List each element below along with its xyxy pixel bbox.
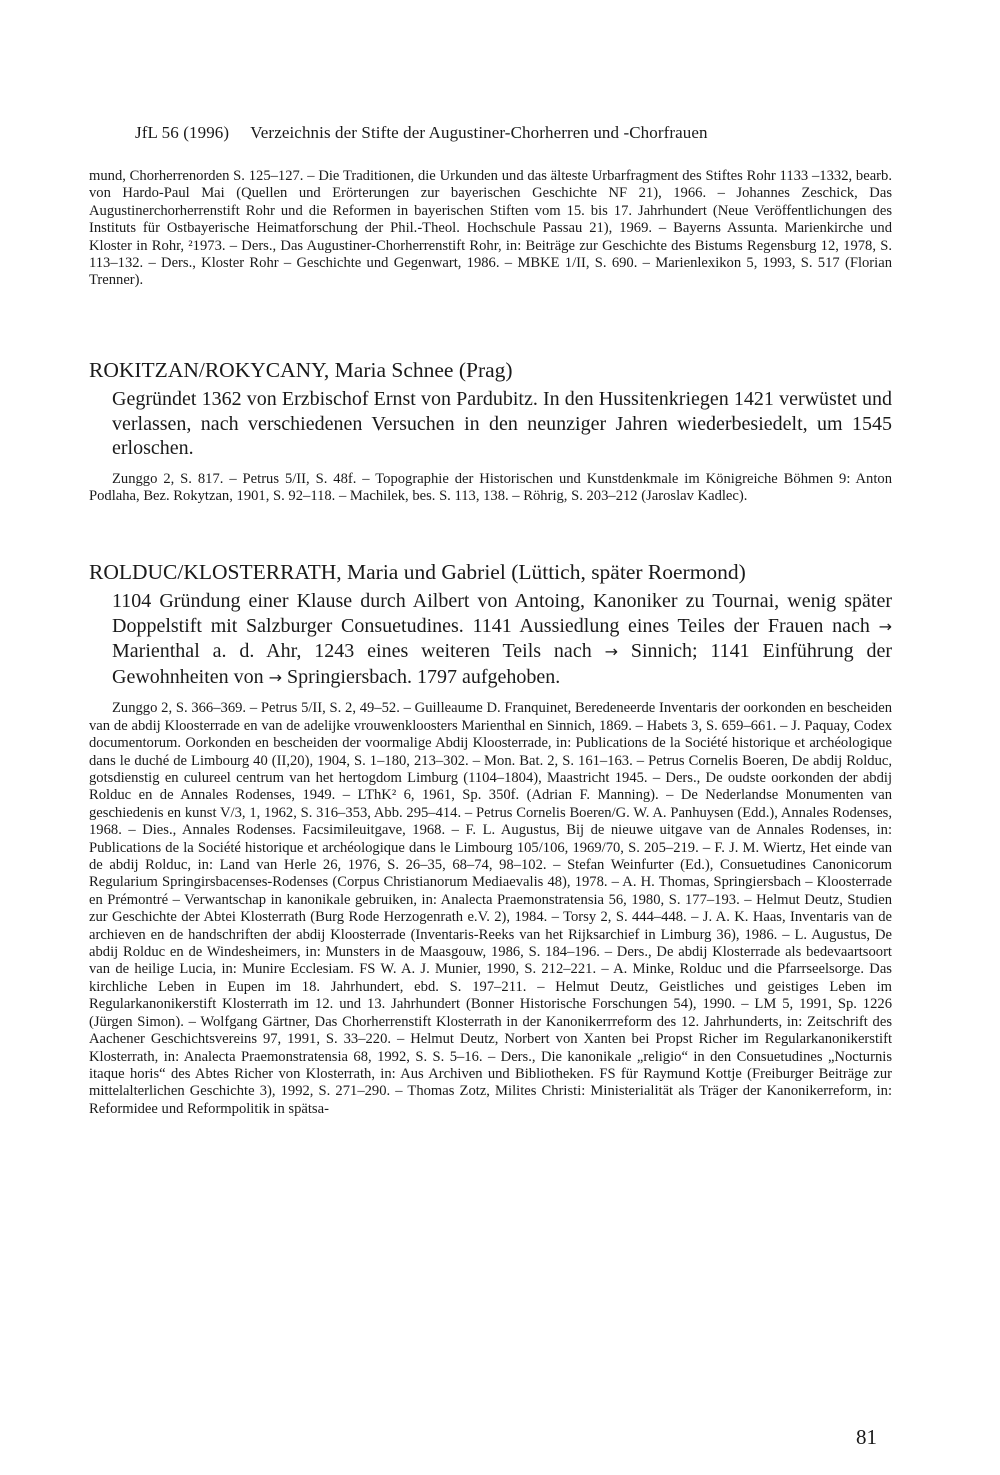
running-head: JfL 56 (1996) Verzeichnis der Stifte der Augustiner-Chorherren und -Chorfrauen (135, 123, 708, 142)
cross-reference-arrow-icon: → (604, 642, 618, 662)
entry-body (89, 589, 892, 690)
cross-reference-arrow-icon: → (878, 616, 892, 636)
body-text: 1104 Gründung einer Klause durch Ailbert von Antoing, Kanoniker zu Tournai, wenig später Doppelstift mit Salzburger Consuetudines. 1141 Aussiedlung eines Teiles der Frauen nach (112, 590, 892, 637)
entry-rokitzan (89, 357, 892, 506)
continuation-bibliography: mund, Chorherrenorden S. 125–127. – Die Traditionen, die Urkunden und das älteste Urbarfragment des Stiftes Rohr 1133 –1332, bearb. von Hardo-Paul Mai (Quellen und Erörterungen zur bayerischen Geschichte NF 21), 1966. – Johannes Zeschick, Das Augustinerchorherrenstift Rohr und die Reformen in bayerischen Stiften vom 15. bis 17. Jahrhundert (Neue Veröffentlichungen des Instituts für Ostbayerische Heimatforschung der Phil.-Theol. Hochschule Passau 21), 1969. – Bayerns Assunta. Marienkirche und Kloster in Rohr, ²1973. – Ders., Das Augustiner-Chorherrenstift Rohr, in: Beiträge zur Geschichte des Bistums Regensburg 12, 1978, S. 113–132. – Ders., Kloster Rohr – Geschichte und Gegenwart, 1986. – MBKE 1/II, S. 690. – Marienlexikon 5, 1993, S. 517 (Florian Trenner). (89, 168, 892, 289)
entry-title: ROKITZAN/ROKYCANY, Maria Schnee (Prag) (89, 358, 513, 382)
body-text: Springiersbach. 1797 aufgehoben. (282, 665, 561, 688)
entry-title: ROLDUC/KLOSTERRATH, Maria und Gabriel (Lüttich, später Roermond) (89, 560, 746, 584)
entry-rolduc (89, 559, 892, 1118)
cross-reference-arrow-icon: → (268, 667, 283, 687)
entry-bibliography: Zunggo 2, S. 817. – Petrus 5/II, S. 48f. – Topographie der Historischen und Kunstdenkmale im Königreiche Böhmen 9: Anton Podlaha, Bez. Rokytzan, 1901, S. 92–118. – Machilek, bes. S. 113, 138. – Röhrig, S. 203–212 (Jaroslav Kadlec). (89, 470, 892, 505)
body-text: Marienthal a. d. Ahr, 1243 eines weiteren Teils nach (112, 640, 605, 663)
body-text: Sinnich; 1141 Einführung der Gewohnheiten von (112, 640, 892, 688)
entry-body: Gegründet 1362 von Erzbischof Ernst von Pardubitz. In den Hussitenkriegen 1421 verwüstet und verlassen, nach verschiedenen Versuchen in den neunziger Jahren wiederbesiedelt, um 1545 erloschen. (112, 388, 892, 460)
entry-bibliography: Zunggo 2, S. 366–369. – Petrus 5/II, S. 2, 49–52. – Guilleaume D. Franquinet, Beredeneerde Inventaris der oorkonden en bescheiden van de abdij Kloosterrade en van de adelijke vrouwenkloosters Marienthal en Sinnich, 1869. – Habets 3, S. 659–661. – J. Paquay, Codex documentorum. Oorkonden en bescheiden der voormalige Abdij Kloosterrade, in: Publications de la Société historique et archéologique dans le duché de Limbourg 40 (II,20), 1904, S. 1–180, 213–302. – Mon. Bat. 2, S. 161–163. – Petrus Cornelis Boeren, De abdij Rolduc, gotsdienstig en culureel centrum van het hertogdom Limburg (1104–1804), Maastricht 1945. – Ders., De oudste oorkonden der abdij Rolduc en de Annales Rodenses, 1949. – LThK² 6, 1961, Sp. 350f. (Adrian F. Manning). – De Nederlandse Monumenten van geschiedenis en kunst V/3, 1, 1962, S. 316–353, Abb. 295–414. – Petrus Cornelis Boeren/G. W. A. Panhuysen (Edd.), Annales Rodenses, 1968. – Dies., Annales Rodenses. Facsimileuitgave, 1968. – F. L. Augustus, Bij de nieuwe uitgave van de Annales Rodenses, in: Publications de la Société historique et archéologique dans le Limbourg 105/106, 1969/70, S. 205–219. – F. J. M. Wiertz, Het einde van de abdij Rolduc, in: Land van Herle 26, 1976, S. 26–35, 68–74, 98–102. – Stefan Weinfurter (Ed.), Consuetudines Canonicorum Regularium Springirsbacenses-Rodenses (Corpus Christianorum Mediaevalis 48), 1978. – A. H. Thomas, Springiersbach – Kloosterrade en Prémontré – Verwantschap in kanonikale gebruiken, in: Analecta Praemonstratensia 56, 1980, S. 177–193. – Helmut Deutz, Studien zur Geschichte der Abtei Klosterrath (Burg Rode Herzogenrath e.V. 2), 1984. – Torsy 2, S. 444–448. – J. A. K. Haas, Inventaris van de archieven en de handschriften der abdij Kloosterrade (Inventaris-Reeks van het Rijksarchief in Limburg 36), 1986. – L. Augustus, De abdij Rolduc en de Windesheimers, in: Munsters in de Maasgouw, 1986, S. 184–196. – Ders., De abdij Klosterrade als bedevaartsoort van de heilige Lucia, in: Munire Ecclesiam. FS W. A. J. Munier, 1990, S. 212–221. – A. Minke, Rolduc und die Pfarrseelsorge. Das kirchliche Leben in Eupen im 18. Jahrhundert, ebd. S. 197–211. – Helmut Deutz, Geistliches und geistiges Leben im Regularkanonikerstift Klosterrath im 12. und 13. Jahrhundert (Bonner Historische Forschungen 54), 1990. – LM 5, 1991, Sp. 1226 (Jürgen Simon). – Wolfgang Gärtner, Das Chorherrenstift Klosterrath in der Kanonikerrreform des 12. Jahrhunderts, in: Zeitschrift des Aachener Geschichtsvereins 97, 1991, S. 33–220. – Helmut Deutz, Norbert von Xanten bei Propst Richer im Regularkanonikerstift Klosterrath, in: Analecta Praemonstratensia 68, 1992, S. S. 5–16. – Ders., Die kanonikale „religio“ in den Consuetudines „Nocturnis itaque horis“ des Abtes Richer von Klosterrath, in: Aus Archiven und Bibliotheken. FS für Raymund Kottje (Freiburger Beiträge zur mittelalterlichen Geschichte 3), 1992, S. 271–290. – Thomas Zotz, Milites Christi: Ministerialität als Träger der Kanonikerreform, in: Reformidee und Reformpolitik in spätsa- (89, 700, 892, 1117)
page-number: 81 (856, 1425, 877, 1449)
